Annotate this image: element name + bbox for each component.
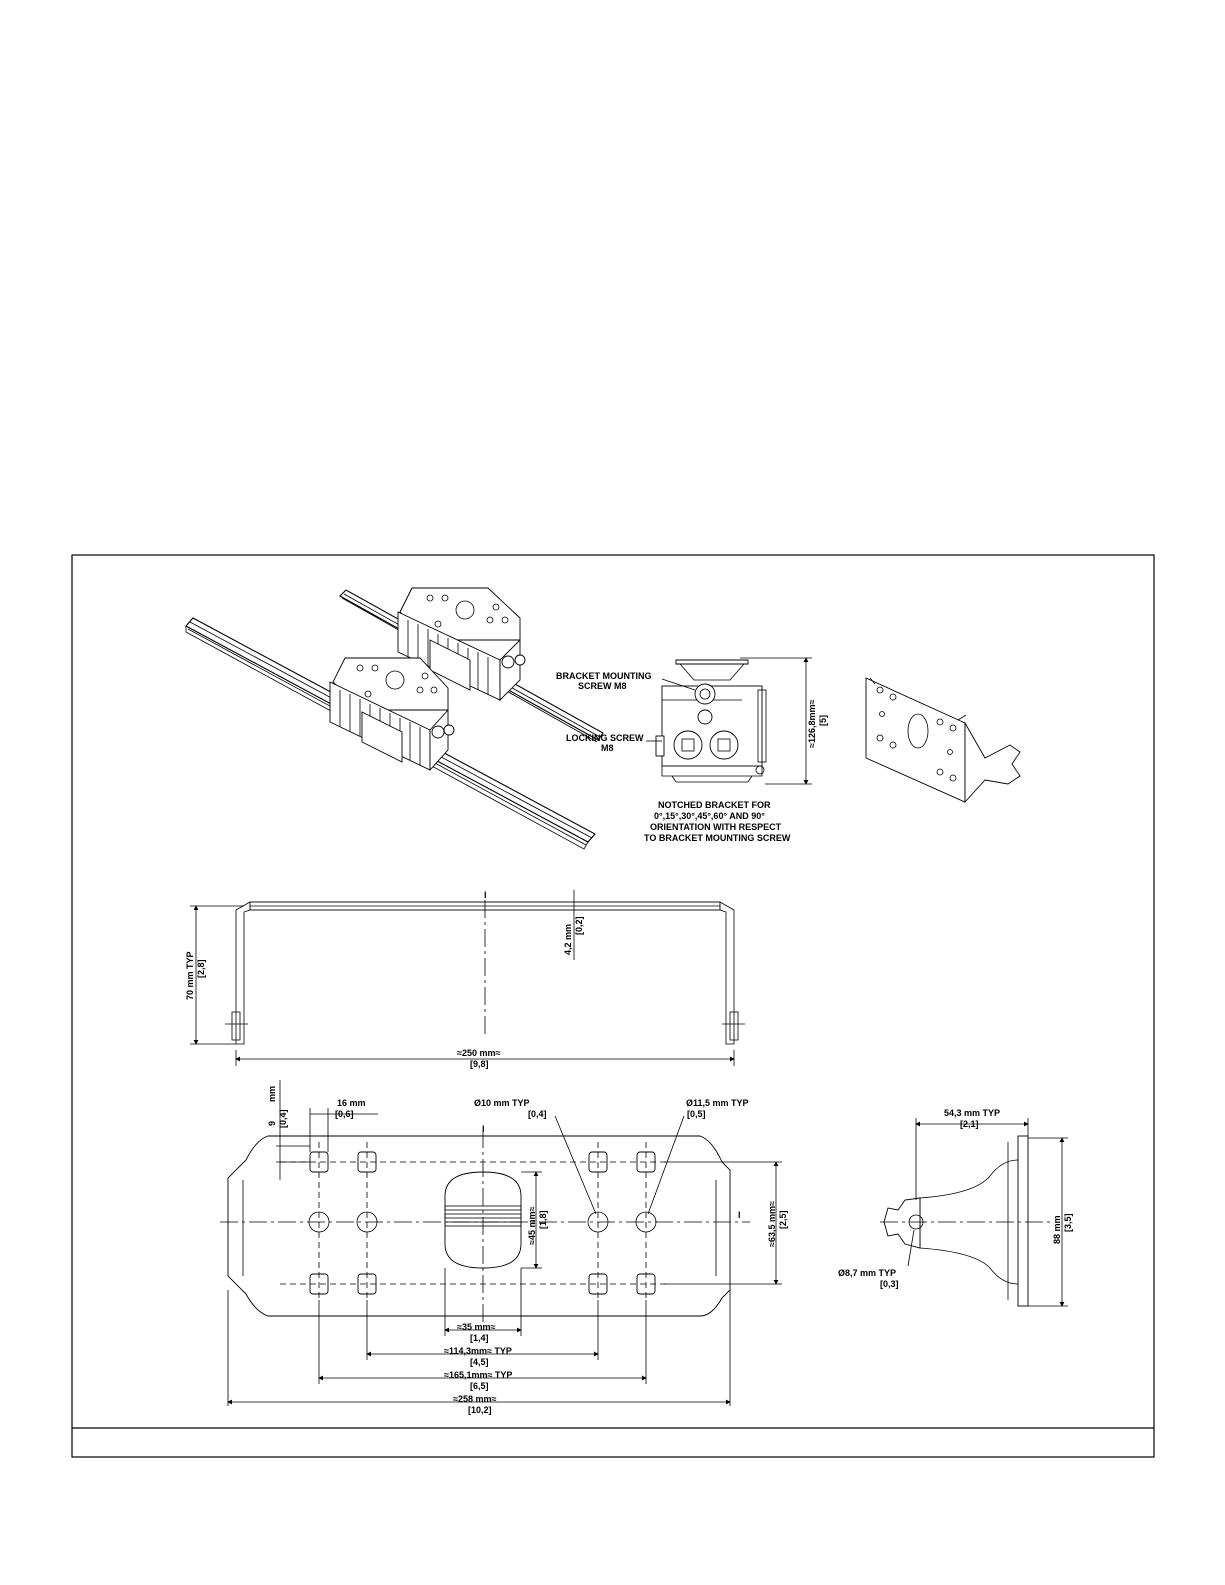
callout-notched-3: ORIENTATION WITH RESPECT: [650, 822, 782, 832]
dim-dia-11-5-in: [0,5]: [687, 1109, 706, 1119]
dim-16: 16 mm: [337, 1098, 366, 1108]
front-bracket-view: [646, 658, 812, 784]
dim-9-in: [0,4]: [278, 1109, 288, 1128]
dim-63-5-in: [2,5]: [778, 1210, 788, 1229]
dim-45: ≈45 mm≈: [527, 1206, 537, 1245]
dim-dia-8-7: Ø8,7 mm TYP: [838, 1268, 897, 1278]
centerline-mark-side: l: [484, 890, 487, 900]
callout-locking-screw-1: LOCKING SCREW: [566, 733, 644, 743]
dim-dia-8-7-in: [0,3]: [880, 1279, 899, 1289]
dim-258-in: [10,2]: [468, 1405, 492, 1415]
dim-114-3: ≈114,3mm≈ TYP: [444, 1346, 512, 1356]
dim-250: ≈250 mm≈: [457, 1048, 501, 1058]
callout-locking-screw-2: M8: [601, 743, 614, 753]
isometric-product-view: [186, 588, 603, 849]
dim-54-3: 54,3 mm TYP: [944, 1108, 1001, 1118]
callout-notched-4: TO BRACKET MOUNTING SCREW: [644, 833, 791, 843]
dim-45-in: [1,8]: [538, 1210, 548, 1229]
dim-70: 70 mm TYP: [185, 951, 195, 1000]
dim-70-in: [2,8]: [196, 959, 206, 978]
dim-126-8: ≈126,8mm≈: [807, 699, 817, 748]
front-fixture: [330, 658, 454, 770]
dim-dia-10-in: [0,4]: [528, 1109, 547, 1119]
bracket-side-view: [880, 1118, 1068, 1306]
dim-63-5: ≈63,5 mm≈: [767, 1201, 777, 1247]
dim-4-2-in: [0,2]: [574, 916, 584, 935]
dim-54-3-in: [2,1]: [960, 1119, 979, 1129]
dim-9: 9: [267, 1120, 277, 1126]
centerline-mark-top: l: [482, 1124, 485, 1134]
iso-bracket-view: [866, 678, 1020, 802]
dim-35: ≈35 mm≈: [457, 1322, 496, 1332]
callout-notched-2: 0°,15°,30°,45°,60° AND 90°: [654, 811, 765, 821]
dim-250-in: [9,8]: [470, 1059, 489, 1069]
dim-126-8-in: [5]: [818, 715, 828, 726]
dim-9-mm: mm: [267, 1085, 277, 1102]
centerline-mark-right: l: [738, 1210, 741, 1220]
dim-dia-11-5: Ø11,5 mm TYP: [686, 1098, 749, 1108]
dim-114-3-in: [4,5]: [470, 1357, 489, 1367]
dim-165-1: ≈165,1mm≈ TYP: [444, 1370, 513, 1380]
dim-35-in: [1,4]: [470, 1333, 489, 1343]
bracket-top-view: [220, 1080, 782, 1406]
dim-4-2: 4,2 mm: [563, 923, 573, 955]
callout-notched-1: NOTCHED BRACKET FOR: [658, 800, 771, 810]
dim-165-1-in: [6,5]: [470, 1381, 489, 1391]
callout-bracket-mounting-2: SCREW M8: [578, 681, 627, 691]
dim-dia-10: Ø10 mm TYP: [474, 1098, 530, 1108]
dim-88-in: [3,5]: [1063, 1213, 1073, 1232]
side-view: [190, 890, 745, 1066]
dim-88: 88 mm: [1052, 1215, 1062, 1244]
dim-16-in: [0,6]: [335, 1109, 354, 1119]
dim-258: ≈258 mm≈: [453, 1394, 497, 1404]
callout-bracket-mounting-1: BRACKET MOUNTING: [556, 671, 652, 681]
